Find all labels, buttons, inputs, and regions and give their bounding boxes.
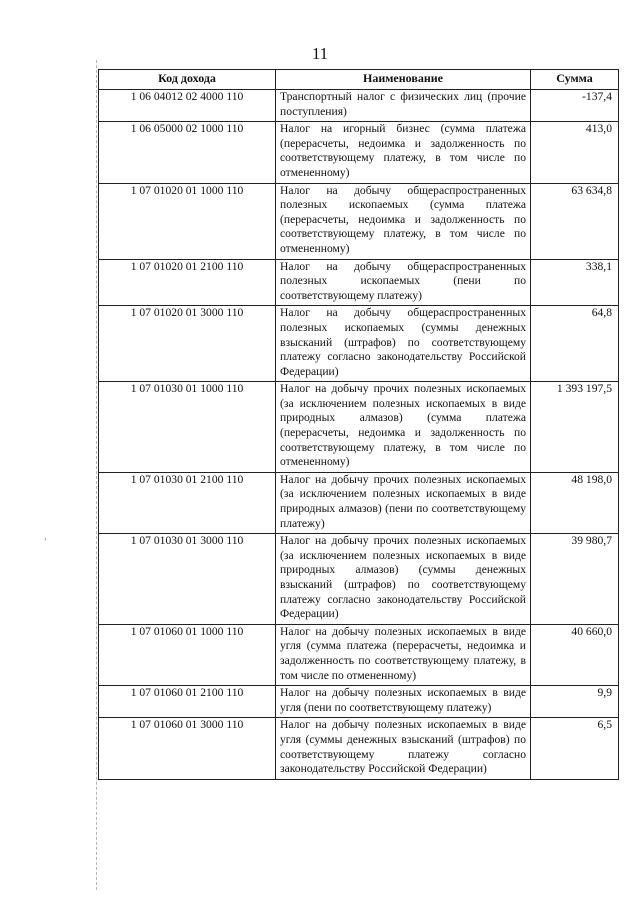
scan-speck: , bbox=[44, 528, 47, 542]
header-amount: Сумма bbox=[531, 70, 619, 90]
header-name: Наименование bbox=[276, 70, 531, 90]
income-amount: 9,9 bbox=[531, 686, 619, 718]
income-code: 1 07 01020 01 2100 110 bbox=[99, 259, 276, 306]
income-amount: 63 634,8 bbox=[531, 183, 619, 259]
table-row bbox=[99, 306, 619, 382]
income-code: 1 07 01020 01 3000 110 bbox=[99, 306, 276, 382]
income-name: Налог на добычу общераспространенных полезных ископаемых (сумма платежа (перерасчеты, недоимка и задолженность по соответствующему платежу, в том числе по отмененному) bbox=[276, 183, 531, 259]
income-code: 1 07 01060 01 1000 110 bbox=[99, 624, 276, 685]
income-name: Налог на добычу прочих полезных ископаемых (за исключением полезных ископаемых в виде природных алмазов) (пени по соответствующему платежу) bbox=[276, 472, 531, 533]
income-table bbox=[98, 69, 619, 780]
income-name: Налог на добычу общераспространенных полезных ископаемых (суммы денежных взысканий (штрафов) по соответствующему платежу согласно законодательству Российской Федерации) bbox=[276, 306, 531, 382]
income-name: Налог на добычу общераспространенных полезных ископаемых (пени по соответствующему платежу) bbox=[276, 259, 531, 306]
income-amount: 6,5 bbox=[531, 718, 619, 779]
income-name: Налог на игорный бизнес (сумма платежа (перерасчеты, недоимка и задолженность по соответствующему платежу, в том числе по отмененному) bbox=[276, 122, 531, 183]
income-amount: 39 980,7 bbox=[531, 534, 619, 625]
income-amount: 64,8 bbox=[531, 306, 619, 382]
income-name: Налог на добычу полезных ископаемых в виде угля (суммы денежных взысканий (штрафов) по соответствующему платежу согласно законодательству Российской Федерации) bbox=[276, 718, 531, 779]
table-row bbox=[99, 534, 619, 625]
income-code: 1 07 01060 01 3000 110 bbox=[99, 718, 276, 779]
table-row bbox=[99, 90, 619, 122]
header-code: Код дохода bbox=[99, 70, 276, 90]
income-code: 1 07 01030 01 2100 110 bbox=[99, 472, 276, 533]
income-code: 1 07 01020 01 1000 110 bbox=[99, 183, 276, 259]
table-row bbox=[99, 718, 619, 779]
table-row bbox=[99, 472, 619, 533]
income-name: Налог на добычу прочих полезных ископаемых (за исключением полезных ископаемых в виде природных алмазов) (сумма платежа (перерасчеты, недоимка и задолженность по соответствующему платежу, в том числе по отмененному) bbox=[276, 382, 531, 473]
table-row bbox=[99, 183, 619, 259]
table-row bbox=[99, 122, 619, 183]
income-amount: -137,4 bbox=[531, 90, 619, 122]
income-amount: 413,0 bbox=[531, 122, 619, 183]
income-code: 1 07 01030 01 3000 110 bbox=[99, 534, 276, 625]
table-row bbox=[99, 259, 619, 306]
income-code: 1 07 01030 01 1000 110 bbox=[99, 382, 276, 473]
income-amount: 48 198,0 bbox=[531, 472, 619, 533]
income-name: Транспортный налог с физических лиц (прочие поступления) bbox=[276, 90, 531, 122]
income-code: 1 06 05000 02 1000 110 bbox=[99, 122, 276, 183]
table-header-row bbox=[99, 70, 619, 90]
scan-margin-line bbox=[96, 60, 97, 890]
income-name: Налог на добычу полезных ископаемых в виде угля (пени по соответствующему платежу) bbox=[276, 686, 531, 718]
page-number: 11 bbox=[311, 44, 329, 63]
income-name: Налог на добычу полезных ископаемых в виде угля (сумма платежа (перерасчеты, недоимка и задолженность по соответствующему платежу, в том числе по отмененному) bbox=[276, 624, 531, 685]
income-amount: 40 660,0 bbox=[531, 624, 619, 685]
table-row bbox=[99, 624, 619, 685]
table-row bbox=[99, 686, 619, 718]
income-amount: 1 393 197,5 bbox=[531, 382, 619, 473]
income-amount: 338,1 bbox=[531, 259, 619, 306]
income-code: 1 07 01060 01 2100 110 bbox=[99, 686, 276, 718]
income-name: Налог на добычу прочих полезных ископаемых (за исключением полезных ископаемых в виде природных алмазов) (суммы денежных взысканий (штрафов) по соответствующему платежу согласно законодательству Российской Федерации) bbox=[276, 534, 531, 625]
table-row bbox=[99, 382, 619, 473]
income-code: 1 06 04012 02 4000 110 bbox=[99, 90, 276, 122]
